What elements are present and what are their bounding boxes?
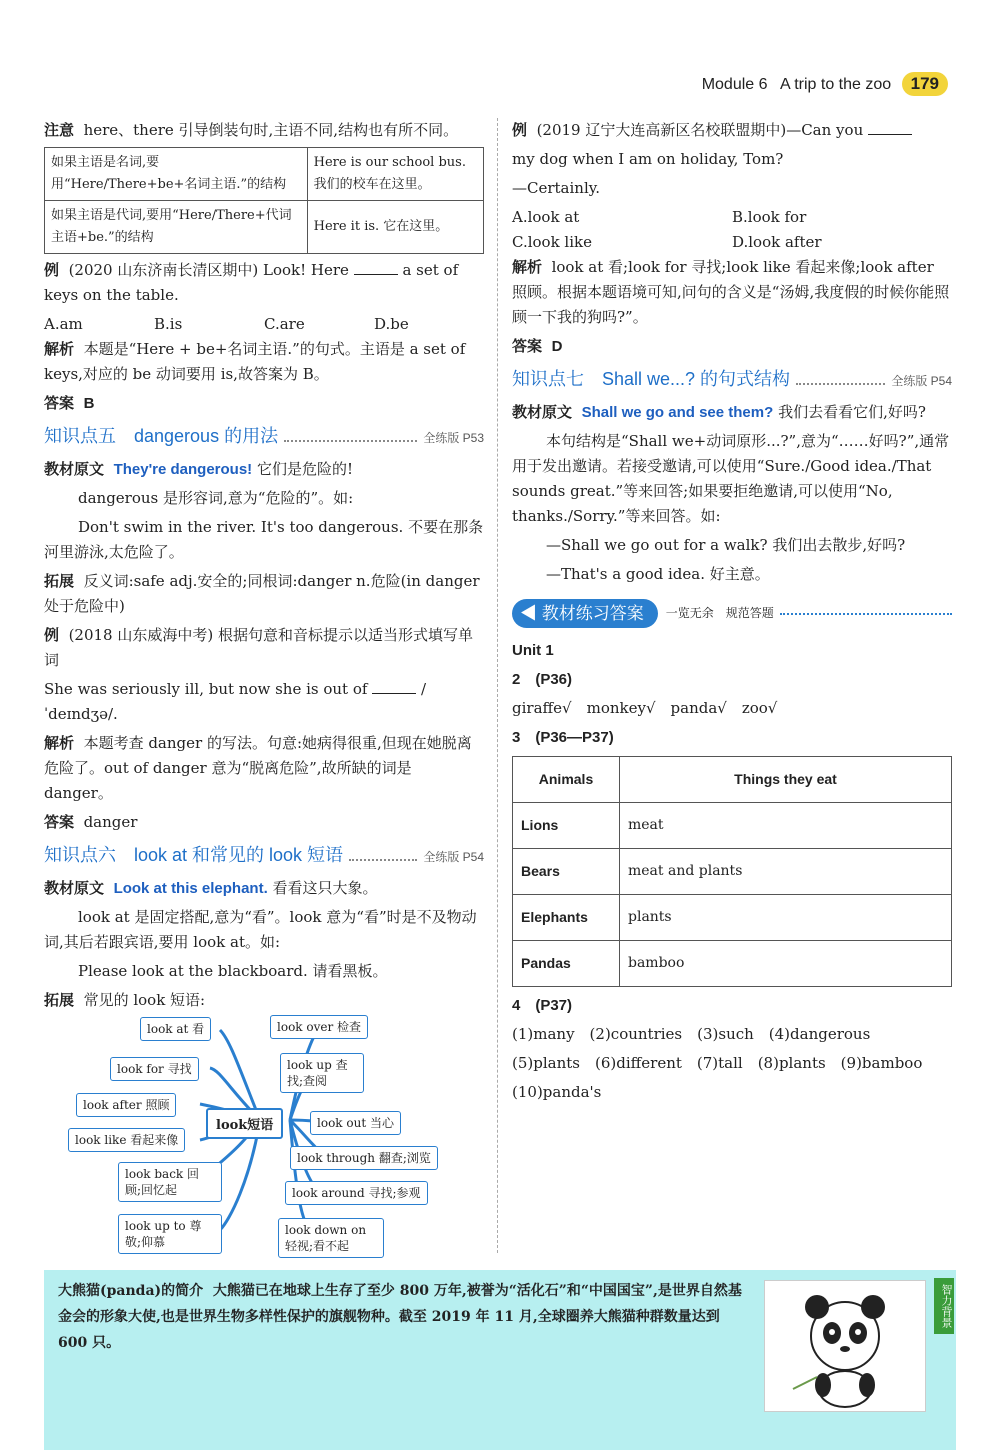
kp-title: 知识点五 dangerous 的用法 [44, 426, 279, 446]
mindmap-center: look短语 [206, 1108, 283, 1139]
note-label: 注意 [44, 122, 75, 139]
mindmap-node: look for 寻找 [110, 1057, 199, 1081]
example-label: 例 [44, 262, 60, 279]
mindmap-node: look back 回顾;回忆起 [118, 1162, 222, 1202]
example-3-question [512, 118, 952, 143]
table-row [45, 148, 484, 201]
example-label: 例 [44, 627, 60, 644]
q4-heading: 4 (P37) [512, 997, 573, 1014]
option: C.are [264, 315, 305, 333]
kp5-line: dangerous 是形容词,意为“危险的”。如: [78, 489, 354, 507]
source-label: 教材原文 [44, 461, 105, 478]
answer-2 [44, 810, 484, 835]
mindmap-node: look like 看起来像 [68, 1128, 185, 1152]
panda-info-body: 大熊猫已在地球上生存了至少 800 万年,被誉为“活化石”和“中国国宝”,是世界自然基金会的形象大使,也是世界生物多样性保护的旗舰物种。截至 2019 年 11 月,全球圈养大熊猫种群数量达到 600 只。 [58, 1283, 742, 1351]
option: C.look like [512, 233, 592, 251]
answer-value: danger [83, 813, 138, 831]
kp-ref: 全练版 P54 [423, 850, 484, 864]
panda-icon [765, 1281, 925, 1411]
kp7-body: 本句结构是“Shall we+动词原形...?”,意为“……好吗?”,通常用于发出邀请。若接受邀请,可以使用“Sure./Good idea./That sounds great.”等来回答;如果要拒绝邀请,可以使用“No, thanks./Sorry.”等来回答。如: [512, 432, 950, 525]
table-cell: Here is our school bus. 我们的校车在这里。 [307, 148, 483, 201]
banner-title-text: 教材练习答案 [541, 604, 644, 623]
answer-label: 答案 [44, 814, 75, 831]
table-cell: meat and plants [620, 849, 952, 895]
panda-info-box [44, 1270, 956, 1450]
table-row [513, 803, 952, 849]
banner-line [780, 613, 952, 615]
kp-ref: 全练版 P53 [423, 431, 484, 445]
answer-value: B [83, 395, 95, 412]
banner-title [512, 599, 658, 628]
table-cell: plants [620, 895, 952, 941]
mindmap-node: look after 照顾 [76, 1093, 176, 1117]
textbook-answers-banner [512, 599, 952, 628]
mindmap-node: look up 查找;查阅 [280, 1053, 364, 1093]
analysis-text: look at 看;look for 寻找;look like 看起来像;look after 照顾。根据本题语境可知,问句的含义是“汤姆,我度假的时候你能照顾一下我的狗吗?”。 [512, 258, 950, 326]
column-divider [497, 118, 498, 1253]
table-cell: 如果主语是代词,要用“Here/There+代词主语+be.”的结构 [45, 201, 308, 254]
knowledge-point-5-heading [44, 424, 484, 451]
mindmap-node: look at 看 [140, 1017, 211, 1041]
example-1-text: (2020 山东济南长清区期中) Look! Here [68, 261, 349, 279]
source-sentence: They're dangerous! [113, 461, 253, 478]
table-row [513, 941, 952, 987]
mindmap-node: look out 当心 [310, 1111, 401, 1135]
example-3-line-3: —Certainly. [512, 179, 601, 197]
kp-title: 知识点六 look at 和常见的 look 短语 [44, 845, 344, 865]
background-tag: 智力背景 [934, 1278, 954, 1334]
banner-subtitle: 一览无余 规范答题 [665, 606, 774, 620]
kp6-source [44, 876, 484, 901]
table-cell: Pandas [513, 941, 620, 987]
answer-value: D [551, 338, 563, 355]
knowledge-point-6-heading [44, 843, 484, 870]
unit-heading: Unit 1 [512, 642, 554, 659]
option: B.look for [732, 208, 807, 226]
example-1-question [44, 258, 484, 308]
note-table [44, 147, 484, 254]
table-cell: Lions [513, 803, 620, 849]
animal-food-table [512, 756, 952, 987]
table-header: Animals [513, 757, 620, 803]
extension-text: 反义词:safe adj.安全的;同根词:danger n.危险(in danger 处于危险中) [44, 572, 480, 615]
table-cell: Here it is. 它在这里。 [307, 201, 483, 254]
panda-illustration [764, 1280, 926, 1412]
left-column [44, 118, 484, 1017]
panda-info-text [58, 1278, 748, 1356]
analysis-label: 解析 [44, 341, 75, 358]
dotted-leader [349, 859, 417, 861]
example-1-options [44, 312, 484, 337]
kp7-example: —Shall we go out for a walk? 我们出去散步,好吗? [546, 536, 906, 554]
analysis-2 [44, 731, 484, 806]
kp7-example: —That's a good idea. 好主意。 [546, 565, 770, 583]
source-label: 教材原文 [512, 404, 573, 421]
knowledge-point-7-heading [512, 367, 952, 394]
answer-blank [868, 134, 912, 135]
example-label: 例 [512, 122, 528, 139]
mindmap-node: look around 寻找;参观 [285, 1181, 428, 1205]
example-2-text: (2018 山东威海中考) 根据句意和音标提示以适当形式填写单词 [44, 626, 473, 669]
mindmap-node: look up to 尊敬;仰慕 [118, 1214, 222, 1254]
q3-heading: 3 (P36—P37) [512, 729, 614, 746]
dotted-leader [796, 383, 885, 385]
analysis-text: 本题是“Here + be+名词主语.”的句式。主语是 a set of keys,对应的 be 动词要用 is,故答案为 B。 [44, 340, 466, 383]
option: D.be [374, 315, 409, 333]
q4-answer: (5)plants (6)different (7)tall (8)plants (9)bamboo [512, 1054, 923, 1072]
answer-label: 答案 [512, 338, 543, 355]
q2-answer: giraffe√ monkey√ panda√ zoo√ [512, 699, 778, 717]
q4-answer: (10)panda's [512, 1083, 602, 1101]
option: A.look at [512, 208, 580, 226]
source-translation: 我们去看看它们,好吗? [778, 403, 926, 421]
mindmap-node: look over 检查 [270, 1015, 368, 1039]
panda-info-title: 大熊猫(panda)的简介 [58, 1283, 204, 1299]
option: D.look after [732, 233, 822, 251]
right-column [512, 118, 952, 1109]
analysis-label: 解析 [44, 735, 75, 752]
module-label: Module 6 [701, 76, 768, 93]
extension-text: 常见的 look 短语: [83, 991, 206, 1009]
example-3-text: (2019 辽宁大连高新区名校联盟期中)—Can you [536, 121, 864, 139]
option: A.am [44, 315, 83, 333]
table-header-row [513, 757, 952, 803]
page-header [702, 72, 948, 96]
phonetic-hint: /ˈdeɪndʒə/. [44, 680, 427, 723]
q2-heading: 2 (P36) [512, 671, 573, 688]
table-cell: 如果主语是名词,要用“Here/There+be+名词主语.”的结构 [45, 148, 308, 201]
example-2-question [44, 623, 484, 673]
kp5-source [44, 457, 484, 482]
source-translation: 看看这只大象。 [272, 879, 378, 897]
kp5-extension [44, 569, 484, 619]
mindmap-node: look down on 轻视;看不起 [278, 1218, 384, 1258]
answer-label: 答案 [44, 395, 75, 412]
analysis-text: 本题考查 danger 的写法。句意:她病得很重,但现在她脱离危险了。out of danger 意为“脱离危险”,故所缺的词是 danger。 [44, 734, 472, 802]
extension-label: 拓展 [44, 573, 75, 590]
kp6-line: look at 是固定搭配,意为“看”。look 意为“看”时是不及物动词,其后若跟宾语,要用 look at。如: [44, 908, 477, 951]
table-cell: Elephants [513, 895, 620, 941]
example-1-text-end: a set of keys on the table. [44, 261, 459, 304]
source-sentence: Shall we go and see them? [581, 404, 774, 421]
speaker-icon: ◀ [520, 604, 537, 623]
page-number: 179 [902, 72, 948, 96]
table-row [513, 895, 952, 941]
kp7-source [512, 400, 952, 425]
table-row [45, 201, 484, 254]
answer-blank [372, 693, 416, 694]
table-cell: bamboo [620, 941, 952, 987]
analysis-3 [512, 255, 952, 330]
q4-answer: (1)many (2)countries (3)such (4)dangerous [512, 1025, 871, 1043]
kp5-example: Don't swim in the river. It's too dangerous. 不要在那条河里游泳,太危险了。 [44, 518, 484, 561]
answer-3 [512, 334, 952, 359]
table-header: Things they eat [620, 757, 952, 803]
example-3-options [512, 205, 952, 255]
example-2-sentence [44, 677, 484, 727]
answer-1 [44, 391, 484, 416]
table-cell: Bears [513, 849, 620, 895]
example-3-line-2: my dog when I am on holiday, Tom? [512, 150, 784, 168]
module-title: A trip to the zoo [779, 76, 892, 93]
answer-blank [354, 274, 398, 275]
kp-title: 知识点七 Shall we...? 的句式结构 [512, 369, 791, 389]
dotted-leader [284, 440, 417, 442]
source-translation: 它们是危险的! [256, 460, 353, 478]
kp-ref: 全练版 P54 [891, 374, 952, 388]
option: B.is [154, 315, 183, 333]
extension-label: 拓展 [44, 992, 75, 1009]
note-paragraph [44, 118, 484, 143]
kp6-example: Please look at the blackboard. 请看黑板。 [78, 962, 388, 980]
table-cell: meat [620, 803, 952, 849]
mindmap-node: look through 翻查;浏览 [290, 1146, 438, 1170]
source-sentence: Look at this elephant. [113, 880, 268, 897]
example-2-sentence-text: She was seriously ill, but now she is out of [44, 680, 368, 698]
table-row [513, 849, 952, 895]
analysis-1 [44, 337, 484, 387]
analysis-label: 解析 [512, 259, 543, 276]
source-label: 教材原文 [44, 880, 105, 897]
note-text: here、there 引导倒装句时,主语不同,结构也有所不同。 [83, 121, 459, 139]
